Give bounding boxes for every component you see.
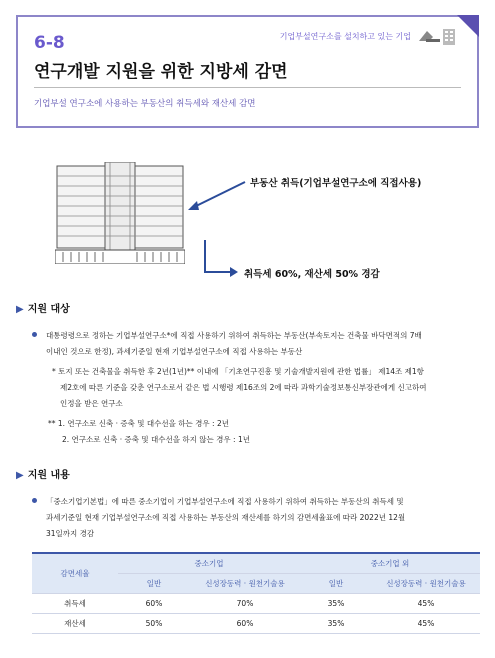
table-row [32, 594, 480, 614]
page-title: 연구개발 지원을 위한 지방세 감면 [34, 62, 288, 82]
bullet-dot-icon [32, 332, 37, 337]
bullet-line: 이내인 것으로 한정), 과세기준일 현재 기업부설연구소에 직접 사용하는 부동산 [46, 347, 303, 356]
group-non-sme: 중소기업 외 [300, 553, 480, 574]
table-row [32, 614, 480, 634]
content-bullet [32, 494, 482, 542]
row-label: 취득세 [32, 594, 118, 614]
subheader-general: 일반 [300, 574, 372, 594]
bullet-dot-icon [32, 498, 37, 503]
heading-text: 지원 대상 [27, 304, 70, 315]
triangle-bullet-icon: ▶ [16, 470, 24, 481]
table-cell: 45% [372, 614, 480, 634]
subheader-general: 일반 [118, 574, 190, 594]
reduction-rate-table [32, 552, 480, 634]
rate-header: 감면세율 [32, 553, 118, 594]
triangle-bullet-icon: ▶ [16, 304, 24, 315]
table-cell: 70% [190, 594, 300, 614]
group-sme: 중소기업 [118, 553, 300, 574]
arrows-graphic [0, 0, 495, 300]
note-double-asterisk: ** 1. 연구소로 신축 · 증축 및 대수선을 하는 경우 : 2년 [48, 419, 229, 428]
table-cell: 60% [118, 594, 190, 614]
target-bullet [32, 328, 482, 360]
diagram-label-acquisition: 부동산 취득(기업부설연구소에 직접사용) [250, 178, 422, 189]
table-cell: 35% [300, 614, 372, 634]
table-cell: 35% [300, 594, 372, 614]
note-asterisk: 제2호에 따른 기준을 갖춘 연구소로서 같은 법 시행령 제16조의 2에 따라 과학기술정보통신부장관에게 신고하여 [60, 383, 427, 392]
table-cell: 60% [190, 614, 300, 634]
heading-support-content [16, 466, 70, 481]
diagram-label-reduction: 취득세 60%, 재산세 50% 경감 [244, 269, 380, 280]
note-double-asterisk: 2. 연구소로 신축 · 증축 및 대수선을 하지 않는 경우 : 1년 [62, 435, 250, 444]
header-tagline: 기업부설연구소를 설치하고 있는 기업 [279, 32, 411, 41]
note-asterisk: 인정을 받은 연구소 [60, 399, 123, 408]
bullet-line: 「중소기업기본법」에 따른 중소기업이 기업부설연구소에 직접 사용하기 위하여 취득하는 부동산의 취득세 및 [46, 497, 404, 506]
subheader-growth: 신성장동력 · 원천기술용 [372, 574, 480, 594]
note-asterisk: * 토지 또는 건축물을 취득한 후 2년(1년)** 이내에 「기초연구진흥 및 기술개발지원에 관한 법률」 제14조 제1항 [52, 367, 424, 376]
bullet-line: 과세기준일 현재 기업부설연구소에 직접 사용하는 부동산의 재산세를 하기의 감면세율표에 따라 2022년 12월 [46, 513, 406, 522]
table-cell: 45% [372, 594, 480, 614]
page-subtitle: 기업부설 연구소에 사용하는 부동산의 취득세와 재산세 감면 [34, 99, 256, 109]
bullet-line: 대통령령으로 정하는 기업부설연구소*에 직접 사용하기 위하여 취득하는 부동산(부속토지는 건축물 바닥면적의 7배 [46, 331, 422, 340]
section-number: 6-8 [34, 33, 65, 53]
heading-text: 지원 내용 [27, 470, 70, 481]
table-cell: 50% [118, 614, 190, 634]
row-label: 재산세 [32, 614, 118, 634]
heading-support-target [16, 300, 70, 315]
bullet-line: 31일까지 경감 [46, 529, 95, 538]
subheader-growth: 신성장동력 · 원천기술용 [190, 574, 300, 594]
